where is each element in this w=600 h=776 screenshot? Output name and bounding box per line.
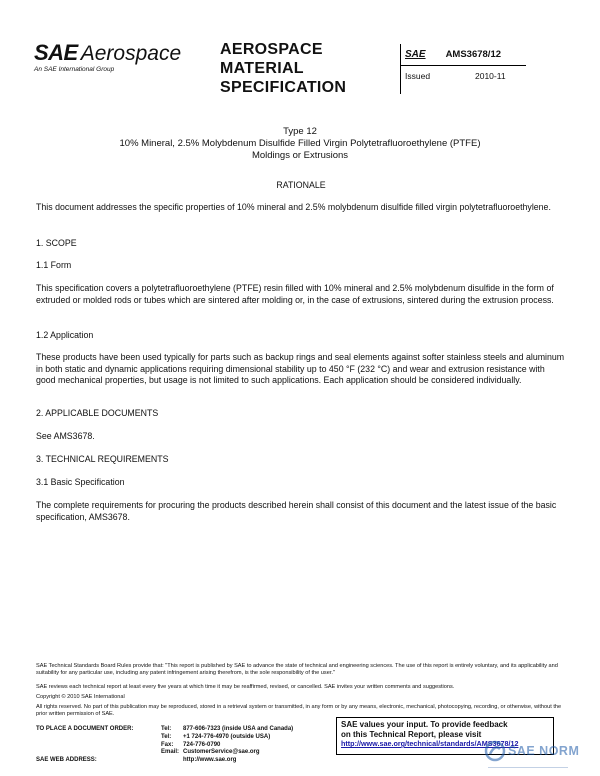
issued-label: Issued: [405, 71, 431, 81]
sae-norm-watermark: [484, 740, 579, 762]
section-1-2-text: These products have been used typically for parts such as backup rings and seal elements against softer stainless steels and aluminum in both static and dynamic applications requiring dimensional stability up to 450 °F (232 °C) and wear and extrusion resistance with good mechanical properties, but usage is not limited to such applications. Each application should be considered individually.: [36, 352, 565, 385]
material-description: 10% Mineral, 2.5% Molybdenum Disulfide Filled Virgin Polytetrafluoroethylene (PTFE): [119, 138, 481, 149]
material-type-block: [40, 126, 560, 162]
document-type-title: [220, 40, 346, 97]
section-3-1-text: The complete requirements for procuring the products described herein shall consist of this document and the latest issue of the basic specification, AMS3678.: [36, 500, 557, 522]
watermark-underline: [488, 767, 568, 768]
box-sae-mark: SAE: [405, 49, 426, 60]
document-id-box: [400, 44, 526, 94]
technical-standards-notice: SAE Technical Standards Board Rules provide that: "This report is published by SAE to advance the state of technical and engineering sciences. The use of this report is entirely voluntary, and its applicability and suitability for any particular use, including any patent infringement arising therefrom, is the sole responsibility of the user.": [36, 663, 558, 677]
sae-norm-logo-icon: [484, 740, 506, 762]
tel-inside-usa: 877-606-7323 (inside USA and Canada): [183, 726, 294, 732]
review-notice: SAE reviews each technical report at least every five years at which time it may be reaffirmed, revised, or cancelled. SAE invites your written comments and suggestions.: [36, 684, 455, 690]
order-contact-block: [36, 726, 336, 757]
title-line-2: MATERIAL: [220, 60, 304, 77]
rationale-text: This document addresses the specific properties of 10% mineral and 2.5% molybdenum disulfide filled virgin polytetrafluoroethylene.: [36, 202, 551, 212]
watermark-text: SAE NORM: [508, 744, 580, 758]
feedback-line-1: SAE values your input. To provide feedback: [341, 720, 508, 729]
type-line: Type 12: [283, 126, 317, 137]
feedback-line-2: on this Technical Report, please visit: [341, 729, 482, 739]
logo-aerospace-text: Aerospace: [80, 42, 182, 65]
section-1-2-heading: 1.2 Application: [36, 330, 94, 340]
section-1-heading: 1. SCOPE: [36, 238, 77, 248]
copyright-notice: Copyright © 2010 SAE International: [36, 694, 125, 700]
web-address[interactable]: http://www.sae.org: [183, 757, 237, 763]
web-address-row: [36, 757, 236, 763]
fax-label: Fax:: [161, 741, 174, 748]
title-line-3: SPECIFICATION: [220, 79, 347, 96]
tel-outside-usa: +1 724-776-4970 (outside USA): [183, 733, 271, 740]
section-2-text: See AMS3678.: [36, 431, 95, 441]
sae-aerospace-logo: [34, 40, 181, 73]
logo-subtitle: An SAE International Group: [34, 66, 115, 73]
tel-label: Tel:: [161, 726, 172, 732]
rationale-heading: RATIONALE: [276, 180, 326, 190]
tel-label-2: Tel:: [161, 733, 172, 740]
feedback-link[interactable]: http://www.sae.org/technical/standards/AMS3678/12: [341, 739, 519, 748]
fax-number: 724-776-0790: [183, 741, 221, 748]
logo-sae-text: SAE: [34, 40, 78, 65]
section-3-heading: 3. TECHNICAL REQUIREMENTS: [36, 454, 169, 464]
section-3-1-heading: 3.1 Basic Specification: [36, 477, 125, 487]
title-line-1: AEROSPACE: [220, 41, 323, 58]
section-1-1-heading: 1.1 Form: [36, 260, 72, 270]
order-label: TO PLACE A DOCUMENT ORDER:: [36, 726, 134, 732]
issued-date: 2010-11: [475, 71, 506, 81]
email-address[interactable]: CustomerService@sae.org: [183, 749, 260, 756]
web-label: SAE WEB ADDRESS:: [36, 757, 97, 763]
rights-notice: All rights reserved. No part of this publication may be reproduced, stored in a retrieval system or transmitted, in any form or by any means, electronic, mechanical, photocopying, recording, or otherwise, without the prior written permission of SAE.: [36, 704, 562, 718]
email-label: Email:: [161, 749, 180, 756]
section-1-1-text: This specification covers a polytetrafluoroethylene (PTFE) resin filled with 10% mineral and 2.5% molybdenum disulfide in the form of extruded or molded rods or tubes which are sintered after molding or, in the case of extrusions, sintered during the extrusion process.: [36, 283, 554, 305]
document-number: AMS3678/12: [445, 49, 502, 60]
section-2-heading: 2. APPLICABLE DOCUMENTS: [36, 408, 159, 418]
product-form: Moldings or Extrusions: [251, 150, 349, 161]
